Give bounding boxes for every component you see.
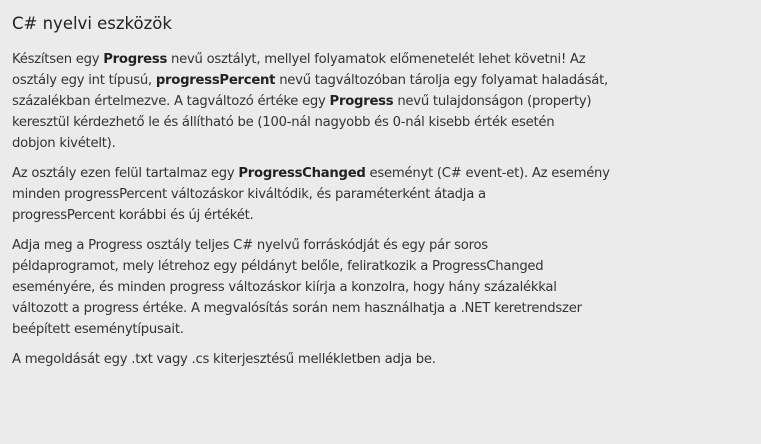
keyword-progress-percent: progressPercent — [155, 73, 276, 88]
text-span: Az osztály ezen felül tartalmaz egy — [12, 166, 239, 181]
text-line: progressPercent korábbi és új értékét. — [12, 208, 254, 223]
text-line — [12, 163, 751, 184]
text-line: változott a progress értéke. A megvalósítás során nem használhatja a .NET keretrendszer — [12, 301, 582, 316]
text-line: keresztül kérdezhető le és állítható be (100-nál nagyobb és 0-nál kisebb érték esetén — [12, 115, 555, 130]
text-line: dobjon kivételt). — [12, 136, 116, 151]
text-span: nevű osztályt, mellyel folyamatok előmenetelét lehet követni! Az — [167, 52, 586, 67]
paragraph-event-description — [12, 163, 751, 226]
keyword-progress-changed: ProgressChanged — [238, 166, 366, 181]
text-line: Adja meg a Progress osztály teljes C# nyelvű forráskódját és egy pár soros — [12, 238, 488, 253]
text-span: százalékban értelmezve. A tagváltozó értéke egy — [12, 94, 330, 109]
task-title: C# nyelvi eszközök — [12, 14, 172, 33]
text-line: példaprogramot, mely létrehoz egy példányt belőle, feliratkozik a ProgressChanged — [12, 259, 544, 274]
text-line — [12, 49, 751, 70]
paragraph-requirements — [12, 235, 751, 340]
keyword-progress: Progress — [103, 52, 168, 67]
paragraph-submission — [12, 349, 751, 370]
text-line: eseményére, és minden progress változáskor kiírja a konzolra, hogy hány százalékkal — [12, 280, 557, 295]
text-span: nevű tulajdonságon (property) — [393, 94, 592, 109]
text-line: minden progressPercent változáskor kiváltódik, és paraméterként átadja a — [12, 187, 486, 202]
text-line: A megoldását egy .txt vagy .cs kiterjesztésű mellékletben adja be. — [12, 352, 436, 367]
text-line: beépített eseménytípusait. — [12, 322, 184, 337]
text-line — [12, 70, 751, 91]
text-line — [12, 91, 751, 112]
paragraph-class-description — [12, 49, 751, 154]
keyword-progress: Progress — [329, 94, 394, 109]
text-span: osztály egy int típusú, — [12, 73, 156, 88]
text-span: eseményt (C# event-et). Az esemény — [365, 166, 610, 181]
text-span: Készítsen egy — [12, 52, 104, 67]
text-span: nevű tagváltozóban tárolja egy folyamat haladását, — [275, 73, 608, 88]
